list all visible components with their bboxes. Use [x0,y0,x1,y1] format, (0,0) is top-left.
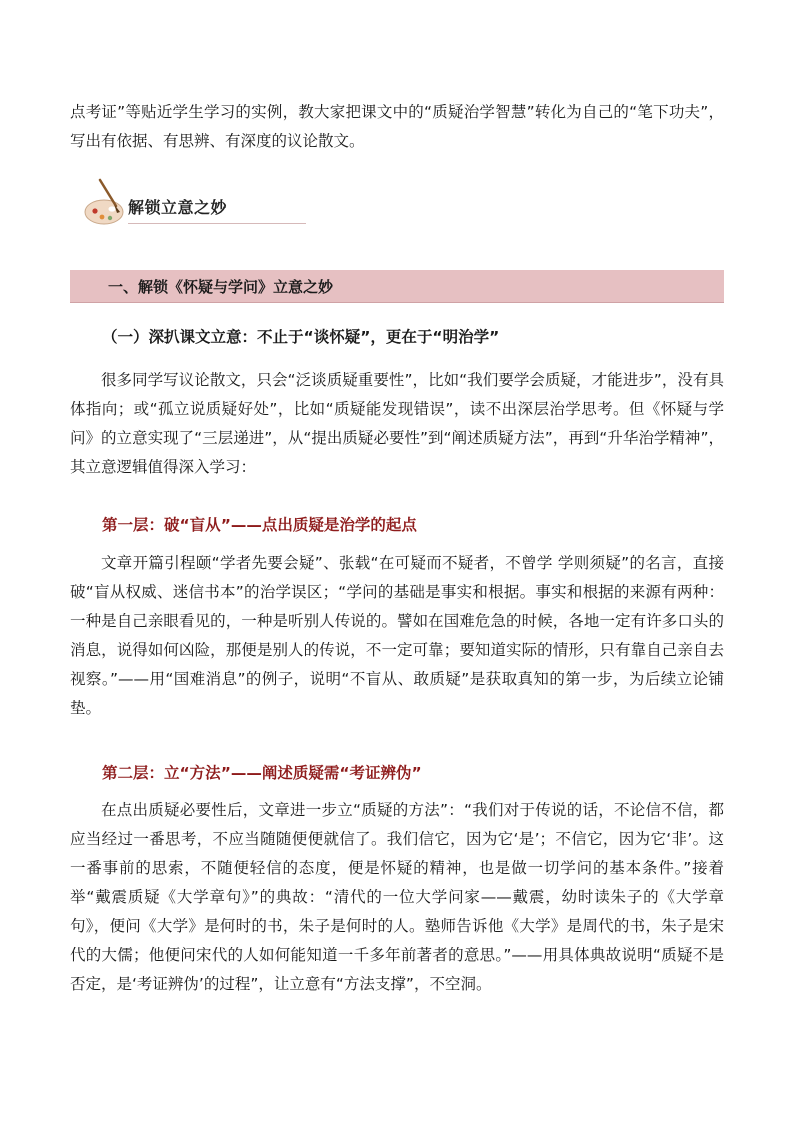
layer1-heading: 第一层：破“盲从”——点出质疑是治学的起点 [102,516,417,534]
body-paragraph-3: 在点出质疑必要性后，文章进一步立“质疑的方法”：“我们对于传说的话，不论信不信，都应当经过一番思考，不应当随随便便就信了。我们信它，因为它‘是’；不信它，因为它‘非’。这一番事前的思索，不随便轻信的态度，便是怀疑的精神，也是做一切学问的基本条件。”接着举“戴震质疑《大学章句》”的典故：“清代的一位大学问家——戴震，幼时读朱子的《大学章句》，便问《大学》是何时的书，朱子是何时的人。塾师告诉他《大学》是周代的书，朱子是宋代的大儒；他便问宋代的人如何能知道一千多年前著者的意思。”——用具体典故说明“质疑不是否定，是‘考证辨伪’的过程”，让立意有“方法支撑”，不空洞。 [70,801,724,993]
section-heading-band [70,270,724,303]
intro-paragraph: 点考证”等贴近学生学习的实例，教大家把课文中的“质疑治学智慧”转化为自己的“笔下功夫”，写出有依据、有思辨、有深度的议论散文。 [70,103,724,150]
badge-title: 解锁立意之妙 [128,198,228,217]
layer2-heading: 第二层：立“方法”——阐述质疑需“考证辨伪” [102,764,422,782]
body-paragraph-2: 文章开篇引程颐“学者先要会疑”、张载“在可疑而不疑者，不曾学 学则须疑”的名言，直接破“盲从权威、迷信书本”的治学误区；“学问的基础是事实和根据。事实和根据的来源有两种：一种是自己亲眼看见的，一种是听别人传说的。譬如在国难危急的时候，各地一定有许多口头的消息，说得如何凶险，那便是别人的传说，不一定可靠；要知道实际的情形，只有靠自己亲自去视察。”——用“国难消息”的例子，说明“不盲从、敢质疑”是获取真知的第一步，为后续立论铺垫。 [70,554,724,717]
section-badge [78,178,228,228]
section-title: 一、解锁《怀疑与学问》立意之妙 [108,278,334,296]
badge-underline [128,223,306,224]
subsection-title: （一）深扒课文立意：不止于“谈怀疑”，更在于“明治学” [102,328,500,346]
body-paragraph-1: 很多同学写议论散文，只会“泛谈质疑重要性”，比如“我们要学会质疑，才能进步”，没有具体指向；或“孤立说质疑好处”，比如“质疑能发现错误”，读不出深层治学思考。但《怀疑与学问》的立意实现了“三层递进”，从“提出质疑必要性”到“阐述质疑方法”，再到“升华治学精神”，其立意逻辑值得深入学习： [70,371,724,476]
